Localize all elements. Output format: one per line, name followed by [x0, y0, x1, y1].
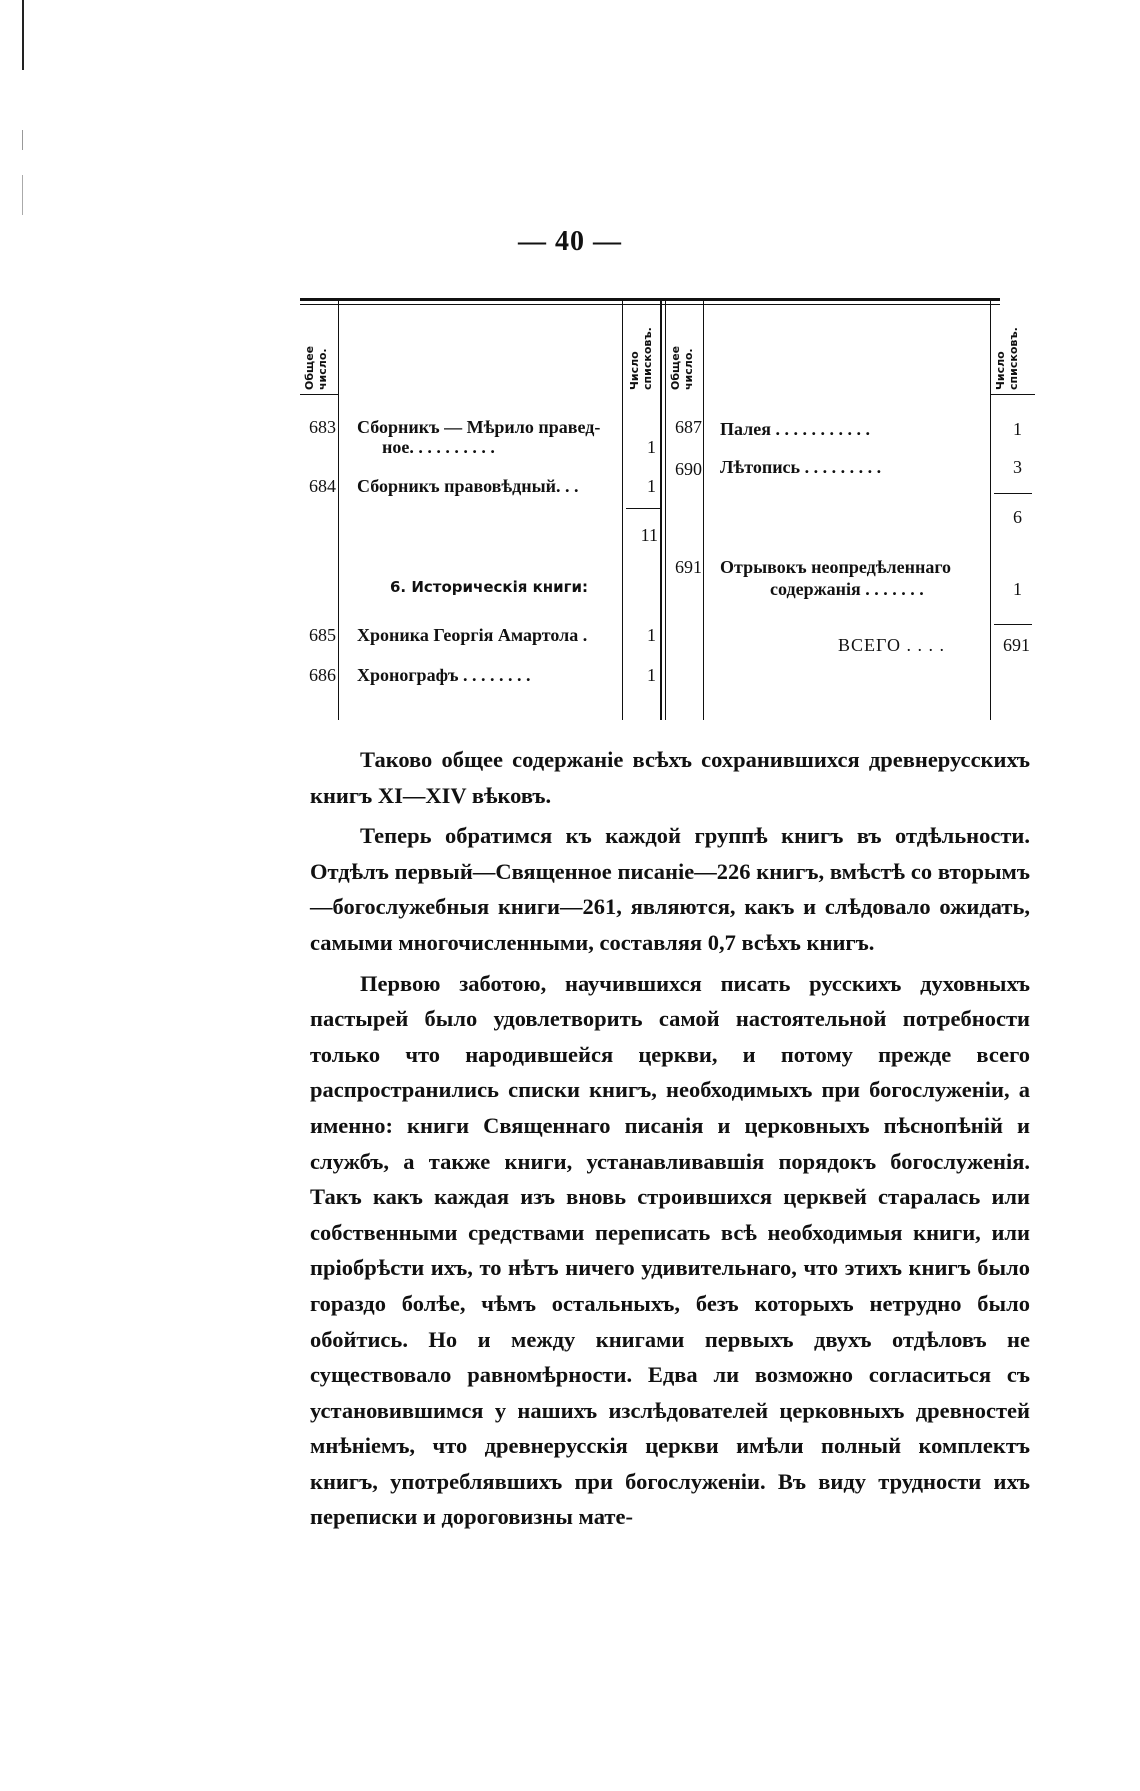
- row-691-title: Отрывокъ неопредѣленнаго: [720, 557, 952, 577]
- vrule-4: [703, 300, 704, 720]
- subtotal-rule-right: [994, 493, 1032, 494]
- row-686-number: 686: [309, 665, 336, 685]
- table-top-rule: [300, 298, 1000, 301]
- left-subtotal: 11: [640, 525, 658, 545]
- row-687-number: 687: [675, 417, 702, 437]
- book-table: [0, 0, 1140, 760]
- body-text: [310, 742, 1030, 1535]
- row-683-number: 683: [309, 417, 336, 437]
- row-684-title: Сборникъ правовѣдный. . .: [357, 476, 579, 496]
- vrule-5: [990, 300, 991, 720]
- vrule-1: [338, 300, 339, 720]
- row-685-title: Хроника Георгія Амартола .: [357, 625, 588, 645]
- row-685-number: 685: [309, 625, 336, 645]
- row-683-count: 1: [647, 437, 656, 457]
- row-690-count: 3: [1013, 457, 1022, 477]
- row-683-title-cont: ное. . . . . . . . . .: [382, 437, 495, 457]
- row-691-title-cont: содержанія . . . . . . .: [770, 579, 924, 599]
- row-684-number: 684: [309, 476, 336, 496]
- total-label: ВСЕГО . . . .: [838, 635, 945, 655]
- header-total-left: Общее число.: [303, 345, 329, 390]
- paragraph-3: Первою заботою, научившихся писать русскихъ духовныхъ пастырей было удовлетворить самой настоятельной потребности только что народившейся церкви, и потому прежде всего распространились списки книгъ, необходимыхъ при богослуженіи, а именно: книги Священнаго писанія и церковныхъ пѣснопѣній и службъ, а также книги, устанавливавшія порядокъ богослуженія. Такъ какъ каждая изъ вновь строившихся церквей старалась или собственными средствами переписать всѣ необходимыя книги, или пріобрѣсти ихъ, то нѣтъ ничего удивительнаго, что этихъ книгъ было гораздо болѣе, чѣмъ остальныхъ, безъ которыхъ нетрудно было обойтись. Но и между книгами первыхъ двухъ отдѣловъ не существовало равномѣрности. Едва ли возможно согласиться съ установившимся у нашихъ изслѣдователей церковныхъ древностей мнѣніемъ, что древнерусскія церкви имѣли полный комплектъ книгъ, употреблявшихъ при богослуженіи. Въ виду трудности ихъ переписки и дороговизны мате-: [310, 970, 1030, 1530]
- right-subtotal: 6: [1013, 507, 1022, 527]
- table-top-rule-thin: [300, 304, 1000, 305]
- total-count: 691: [1003, 635, 1030, 655]
- row-690-title: Лѣтопись . . . . . . . . .: [720, 457, 882, 477]
- paragraph-1: Таково общее содержаніе всѣхъ сохранившихся древнерусскихъ книгъ XI—XIV вѣковъ.: [310, 747, 1030, 808]
- row-684-count: 1: [647, 476, 656, 496]
- row-691-number: 691: [675, 557, 702, 577]
- total-rule-right: [994, 624, 1032, 625]
- row-686-count: 1: [647, 665, 656, 685]
- header-count-left: Число списковъ.: [628, 327, 654, 390]
- header-total-right: Общее число.: [669, 345, 695, 390]
- row-687-title: Палея . . . . . . . . . . .: [720, 419, 870, 439]
- page-number: — 40 —: [518, 226, 622, 257]
- vrule-3a: [660, 300, 662, 720]
- row-683-title: Сборникъ — Мѣрило правед-: [357, 417, 601, 437]
- row-691-count: 1: [1013, 579, 1022, 599]
- vrule-2: [622, 300, 623, 720]
- row-690-number: 690: [675, 459, 702, 479]
- vrule-3b: [665, 300, 666, 720]
- header-count-right: Число списковъ.: [994, 327, 1020, 390]
- header-rule-left: [300, 394, 338, 395]
- section-heading-historical: 6. Историческiя книги:: [390, 578, 588, 596]
- subtotal-rule-left: [626, 508, 660, 509]
- row-686-title: Хронографъ . . . . . . . .: [357, 665, 531, 685]
- row-685-count: 1: [647, 625, 656, 645]
- paragraph-2: Теперь обратимся къ каждой группѣ книгъ въ отдѣльности. Отдѣлъ первый—Священное писаніе—226 книгъ, вмѣстѣ со вторымъ—богослужебныя книги—261, являются, какъ и слѣдовало ожидать, самыми многочисленными, составляя 0,7 всѣхъ книгъ.: [310, 823, 1030, 955]
- header-rule-right: [990, 394, 1035, 395]
- row-687-count: 1: [1013, 419, 1022, 439]
